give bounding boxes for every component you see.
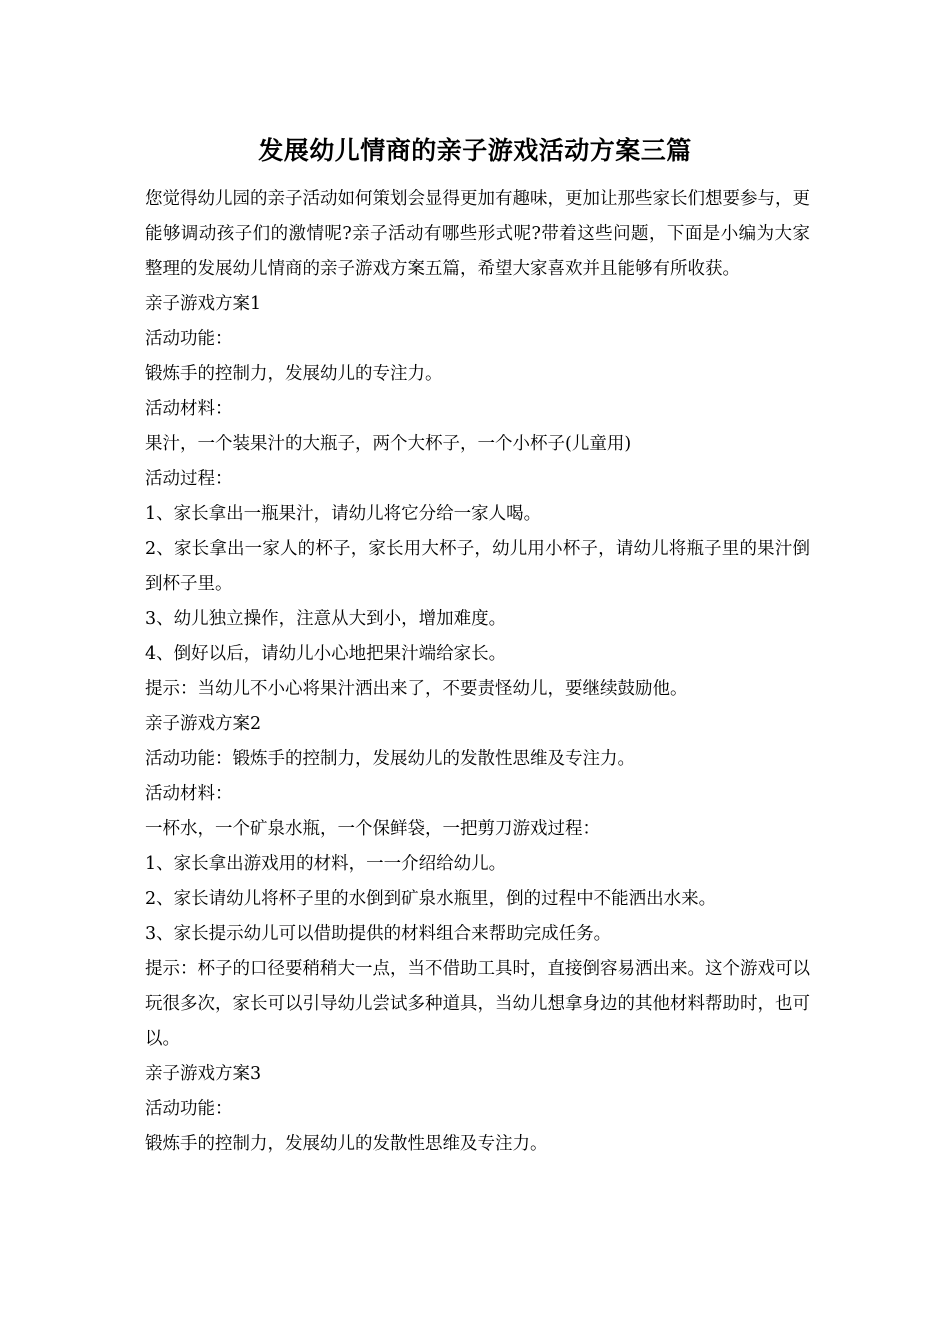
document-body (145, 182, 810, 1162)
plan2-step-1: 1、家长拿出游戏用的材料，一一介绍给幼儿。 (145, 854, 507, 874)
plan3-function-label: 活动功能： (145, 1099, 233, 1119)
plan3-heading: 亲子游戏方案3 (145, 1064, 262, 1084)
plan1-function-label: 活动功能： (145, 329, 233, 349)
plan2-tip: 提示：杯子的口径要稍稍大一点，当不借助工具时，直接倒容易洒出来。这个游戏可以玩很多次，家长可以引导幼儿尝试多种道具，当幼儿想拿身边的其他材料帮助时，也可以。 (145, 959, 810, 1049)
plan1-function-text: 锻炼手的控制力，发展幼儿的专注力。 (145, 364, 443, 384)
intro-paragraph: 您觉得幼儿园的亲子活动如何策划会显得更加有趣味，更加让那些家长们想要参与，更能够调动孩子们的激情呢?亲子活动有哪些形式呢?带着这些问题，下面是小编为大家整理的发展幼儿情商的亲子游戏方案五篇，希望大家喜欢并且能够有所收获。 (145, 189, 810, 279)
plan2-materials-text: 一杯水，一个矿泉水瓶，一个保鲜袋，一把剪刀游戏过程： (145, 819, 600, 839)
plan1-step-4: 4、倒好以后，请幼儿小心地把果汁端给家长。 (145, 644, 507, 664)
plan1-process-label: 活动过程： (145, 469, 233, 489)
plan1-step-1: 1、家长拿出一瓶果汁，请幼儿将它分给一家人喝。 (145, 504, 542, 524)
plan2-step-2: 2、家长请幼儿将杯子里的水倒到矿泉水瓶里，倒的过程中不能洒出水来。 (145, 889, 717, 909)
plan1-tip: 提示：当幼儿不小心将果汁洒出来了，不要责怪幼儿，要继续鼓励他。 (145, 679, 688, 699)
plan2-function: 活动功能：锻炼手的控制力，发展幼儿的发散性思维及专注力。 (145, 749, 635, 769)
plan2-step-3: 3、家长提示幼儿可以借助提供的材料组合来帮助完成任务。 (145, 924, 612, 944)
plan1-heading: 亲子游戏方案1 (145, 294, 262, 314)
plan2-heading: 亲子游戏方案2 (145, 714, 262, 734)
plan1-step-2: 2、家长拿出一家人的杯子，家长用大杯子，幼儿用小杯子，请幼儿将瓶子里的果汁倒到杯子里。 (145, 539, 810, 594)
plan1-materials-label: 活动材料： (145, 399, 233, 419)
plan1-materials-text: 果汁，一个装果汁的大瓶子，两个大杯子，一个小杯子(儿童用) (145, 434, 632, 454)
document-title: 发展幼儿情商的亲子游戏活动方案三篇 (258, 136, 692, 165)
plan1-step-3: 3、幼儿独立操作，注意从大到小，增加难度。 (145, 609, 507, 629)
plan2-materials-label: 活动材料： (145, 784, 233, 804)
plan3-function-text: 锻炼手的控制力，发展幼儿的发散性思维及专注力。 (145, 1134, 548, 1154)
